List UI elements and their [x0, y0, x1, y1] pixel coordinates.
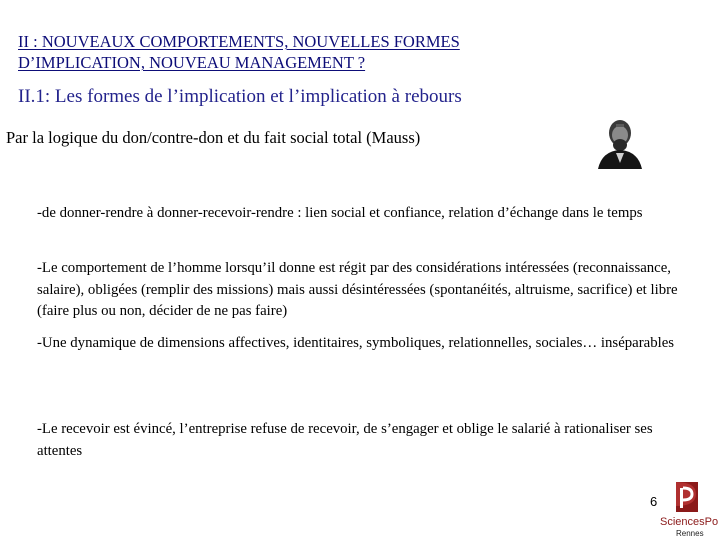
mauss-portrait-image	[592, 113, 648, 169]
slide-subtitle: II.1: Les formes de l’implication et l’implication à rebours	[18, 86, 462, 107]
page-number: 6	[650, 494, 658, 509]
slide-title	[18, 31, 618, 73]
paragraph-3: -Une dynamique de dimensions affectives, identitaires, symboliques, relationnelles, sociales… inséparables	[37, 335, 675, 351]
title-line-2: D’IMPLICATION, NOUVEAU MANAGEMENT ?	[18, 53, 366, 72]
lead-text: Par la logique du don/contre-don et du fait social total (Mauss)	[6, 128, 421, 147]
logo-text: SciencesPo	[660, 516, 719, 528]
title-line-1: II : NOUVEAUX COMPORTEMENTS, NOUVELLES FORMES	[18, 32, 460, 51]
paragraph-2: -Le comportement de l’homme lorsqu’il donne est régit par des considérations intéressées (reconnaissance, salaire), obligées (remplir des missions) mais aussi désintéressées (spontanéités, altruisme, sacrifice) et libre (faire plus ou non, décider de ne pas faire)	[37, 260, 678, 319]
logo-subtext: Rennes	[676, 529, 704, 538]
paragraph-4: -Le recevoir est évincé, l’entreprise refuse de recevoir, de s’engager et oblige le salarié à rationaliser ses attentes	[37, 421, 653, 459]
paragraph-1: -de donner-rendre à donner-recevoir-rendre : lien social et confiance, relation d’échange dans le temps	[37, 205, 643, 221]
